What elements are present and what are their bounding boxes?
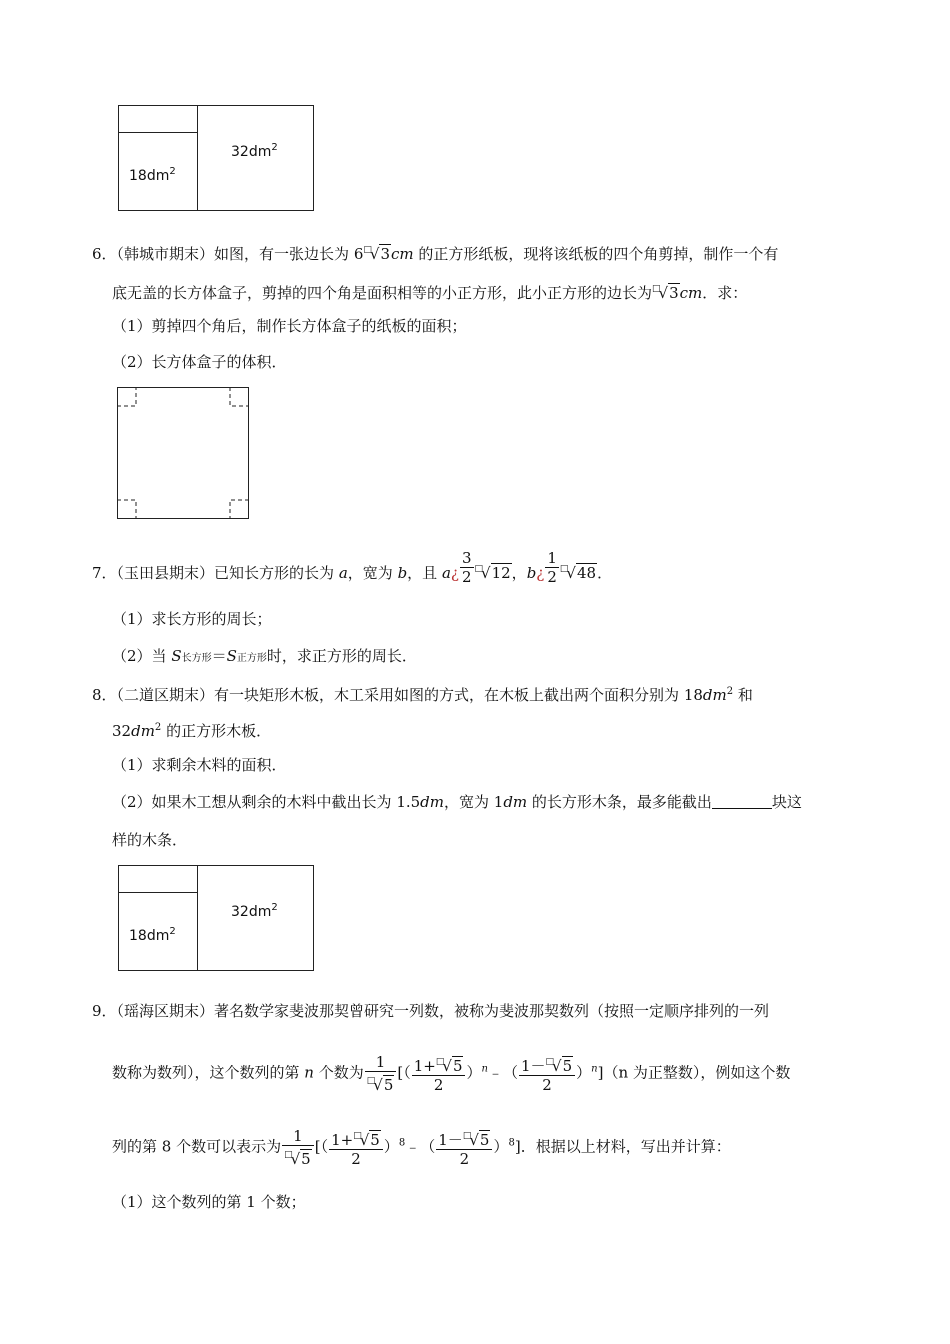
q6-line1: 6．（韩城市期末）如图，有一张边长为 6□√3cm 的正方形纸板，现将该纸板的四个角剪掉，制作一个有 (92, 245, 779, 263)
corner-top-left (117, 387, 136, 406)
q6-part2: （2）长方体盒子的体积． (112, 353, 287, 371)
divider-vertical (197, 106, 198, 210)
q7-line1: 7．（玉田县期末）已知长方形的长为 a，宽为 b，且 a¿ $\frac{3}{2}$ □√12，b¿ $\frac{1}{2}$ □√48． (92, 548, 613, 586)
q8-part2: （2）如果木工想从剩余的木料中截出长为 1.5dm，宽为 1dm 的长方形木条，最多能截出 块这 (112, 793, 802, 811)
corner-bottom-left (117, 500, 136, 519)
divider-horizontal (119, 892, 197, 893)
answer-blank[interactable] (712, 794, 772, 809)
q8-line1: 8．（二道区期末）有一块矩形木板，木工采用如图的方式，在木板上截出两个面积分别为 $18dm^2$ 和 (92, 686, 753, 704)
q7-part2: （2）当 S长方形＝S正方形时，求正方形的周长． (112, 647, 417, 665)
area-label-18: $18dm^2$ (129, 926, 176, 944)
q8-part1: （1）求剩余木料的面积． (112, 756, 287, 774)
divider-vertical (197, 866, 198, 970)
area-label-18: $18dm^2$ (129, 166, 176, 184)
corner-bottom-right (230, 500, 249, 519)
q9-line3: 列的第 8 个数可以表示为 $\frac{1}{^□√5}$ [（ $\frac{1+^□√5}{2}$ ）$^8$﹣（ $\frac{1-^□√5}{2}$ ）$^8$]．根据以上材料，写出并计算： (112, 1127, 731, 1168)
wood-board-figure-bottom (118, 865, 314, 971)
cut-corners-drawing (117, 387, 249, 519)
area-label-32: $32dm^2$ (231, 142, 278, 160)
q8-line2: $32dm^2$ 的正方形木板． (112, 722, 272, 740)
q6-part1: （1）剪掉四个角后，制作长方体盒子的纸板的面积； (112, 317, 467, 335)
q6-line2: 底无盖的长方体盒子，剪掉的四个角是面积相等的小正方形，此小正方形的边长为□√3cm．求： (112, 284, 748, 302)
q8-part2-line2: 样的木条． (112, 831, 188, 849)
q9-part1: （1）这个数列的第 1 个数； (112, 1193, 306, 1211)
divider-horizontal (119, 132, 197, 133)
q9-line1: 9．（瑶海区期末）著名数学家斐波那契曾研究一列数，被称为斐波那契数列（按照一定顺序排列的一列 (92, 1002, 770, 1020)
square-board-figure (117, 387, 249, 519)
area-label-32: $32dm^2$ (231, 902, 278, 920)
q9-line2: 数称为数列），这个数列的第 n 个数为 $\frac{1}{^□√5}$ [（ $\frac{1+^□√5}{2}$ ）$^n$﹣（ $\frac{1-^□√5}{2}$ ）$^n$]（n 为正整数），例如这个数 (112, 1053, 791, 1094)
wood-board-figure-top (118, 105, 314, 211)
corner-top-right (230, 387, 249, 406)
q7-part1: （1）求长方形的周长； (112, 610, 272, 628)
